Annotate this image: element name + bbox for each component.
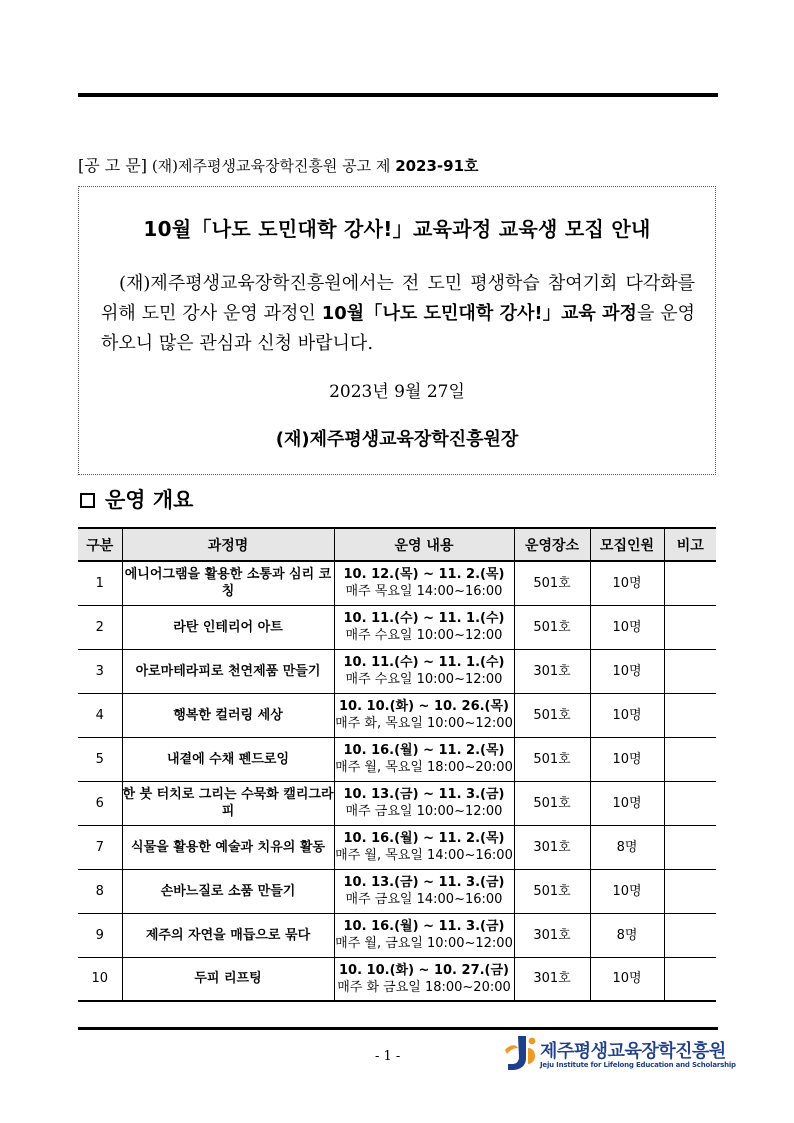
row-schedule [334,737,514,781]
course-name-text: 아로마테라피로 천연제품 만들기 [135,663,321,679]
room-text: 301호 [533,839,571,855]
capacity-text: 10명 [612,575,642,591]
row-schedule [334,913,514,957]
table-row [78,561,716,605]
header-course: 과정명 [122,528,334,561]
schedule-dates: 10. 13.(금) ~ 11. 3.(금) [343,787,505,802]
schedule-dates: 10. 10.(화) ~ 10. 27.(금) [339,962,509,978]
row-room [514,737,590,781]
section-heading-text: 운영 개요 [105,488,194,512]
row-capacity [590,605,664,649]
capacity-text: 10명 [612,883,642,899]
schedule-time: 매주 화, 목요일 10:00~12:00 [335,716,513,731]
row-room [514,825,590,869]
row-schedule [334,781,514,825]
row-no [78,913,122,957]
room-text: 501호 [533,883,571,899]
course-name-text: 라탄 인테리어 아트 [173,619,283,635]
row-no-text: 3 [95,663,104,679]
room-text: 501호 [533,795,571,811]
course-name-text: 에니어그램을 활용한 소통과 심리 코칭 [124,567,332,600]
capacity-text: 8명 [616,927,638,943]
row-no-text: 1 [95,575,104,591]
room-text: 501호 [533,575,571,591]
capacity-text: 10명 [612,971,642,987]
row-no-text: 2 [95,619,104,635]
row-capacity [590,693,664,737]
room-text: 501호 [533,619,571,635]
section-heading [80,484,193,514]
schedule-dates: 10. 11.(수) ~ 11. 1.(수) [343,611,505,626]
schedule-time: 매주 금요일 10:00~12:00 [345,804,503,819]
notice-org: (재)제주평생교육장학진흥원 공고 제 [151,157,391,175]
row-no-text: 10 [91,971,109,987]
row-room [514,913,590,957]
row-room [514,781,590,825]
table-row [78,605,716,649]
table-row [78,825,716,869]
row-room [514,561,590,605]
row-note [664,913,716,957]
row-capacity [590,649,664,693]
row-course-name [122,781,334,825]
capacity-text: 10명 [612,795,642,811]
row-course-name [122,693,334,737]
row-no [78,869,122,913]
table-row [78,957,716,1001]
schedule-time: 매주 수요일 10:00~12:00 [345,672,503,687]
row-course-name [122,957,334,1001]
course-name-text: 두피 리프팅 [194,971,262,987]
schedule-time: 매주 금요일 14:00~16:00 [345,892,503,907]
course-name-text: 제주의 자연을 매듭으로 묶다 [145,927,311,943]
schedule-time: 매주 화 금요일 18:00~20:00 [337,979,511,995]
notice-label: [공 고 문] [78,156,148,175]
header-no: 구분 [78,528,122,561]
row-no [78,605,122,649]
row-no [78,737,122,781]
notice-line [78,153,479,176]
row-no [78,693,122,737]
table-row [78,649,716,693]
row-schedule [334,561,514,605]
row-schedule [334,605,514,649]
row-capacity [590,913,664,957]
table-row [78,737,716,781]
course-name-text: 행복한 컬러링 세상 [173,707,283,723]
row-no [78,781,122,825]
row-no-text: 7 [95,839,104,855]
row-schedule [334,869,514,913]
schedule-time: 매주 목요일 14:00~16:00 [345,584,503,600]
notice-number: 2023-91호 [395,157,479,175]
row-room [514,605,590,649]
schedule-dates: 10. 11.(수) ~ 11. 1.(수) [343,655,505,670]
row-room [514,693,590,737]
row-schedule [334,649,514,693]
room-text: 301호 [533,927,571,943]
row-no-text: 6 [95,795,104,811]
row-note [664,561,716,605]
row-course-name [122,825,334,869]
row-no-text: 4 [95,707,104,723]
schedule-dates: 10. 16.(월) ~ 11. 3.(금) [343,919,505,934]
room-text: 301호 [533,663,571,679]
schedule-dates: 10. 16.(월) ~ 11. 2.(목) [343,743,505,758]
row-capacity [590,957,664,1001]
row-course-name [122,561,334,605]
header-schedule: 운영 내용 [334,528,514,561]
announcement-box [78,186,716,475]
row-note [664,693,716,737]
row-note [664,649,716,693]
capacity-text: 10명 [612,751,642,767]
row-course-name [122,649,334,693]
row-schedule [334,825,514,869]
room-text: 501호 [533,751,571,767]
table-row [78,693,716,737]
row-capacity [590,561,664,605]
course-name-text: 내곁에 수채 펜드로잉 [166,751,290,767]
bottom-rule [78,1027,718,1030]
row-course-name [122,605,334,649]
page-number: - 1 - [375,1049,401,1064]
schedule-dates: 10. 13.(금) ~ 11. 3.(금) [343,875,505,890]
top-rule [78,93,718,97]
row-course-name [122,869,334,913]
body-text-2: 을 운영하오니 많은 관심과 신청 바랍니다. [101,303,695,354]
body-bold-course: 10월「나도 도민대학 강사!」교육 과정 [321,303,637,324]
schedule-time: 매주 월, 목요일 14:00~16:00 [335,848,513,863]
row-note [664,781,716,825]
table-header-row [78,528,716,561]
row-schedule [334,957,514,1001]
row-course-name [122,737,334,781]
table-row [78,913,716,957]
schedule-dates: 10. 16.(월) ~ 11. 2.(목) [343,831,505,846]
row-note [664,737,716,781]
row-no [78,825,122,869]
row-no-text: 8 [95,883,104,899]
row-room [514,649,590,693]
table-row [78,869,716,913]
announcement-body [101,269,695,359]
room-text: 501호 [533,707,571,723]
row-no [78,649,122,693]
row-note [664,957,716,1001]
row-course-name [122,913,334,957]
schedule-time: 매주 월, 목요일 18:00~20:00 [335,760,513,775]
room-text: 301호 [533,971,571,987]
row-room [514,869,590,913]
header-room: 운영장소 [514,528,590,561]
course-name-text: 한 붓 터치로 그리는 수묵화 캘리그라피 [122,787,334,819]
logo-mark-icon [502,1032,536,1072]
header-capacity: 모집인원 [590,528,664,561]
row-note [664,825,716,869]
square-bullet-icon [80,493,95,508]
row-capacity [590,781,664,825]
row-no-text: 9 [95,927,104,943]
row-no [78,957,122,1001]
capacity-text: 10명 [612,663,642,679]
capacity-text: 10명 [612,707,642,723]
row-no-text: 5 [95,751,104,767]
row-capacity [590,825,664,869]
row-note [664,605,716,649]
table-body [78,561,716,1001]
schedule-time: 매주 수요일 10:00~12:00 [345,628,503,643]
capacity-text: 8명 [616,839,638,855]
body-text-1: (재)제주평생교육장학진흥원에서는 전 도민 평생학습 참여기회 다각화를 위해 도민 강사 운영 과정인 [101,273,695,324]
course-name-text: 손바느질로 소품 만들기 [160,883,296,899]
logo-name: 제주평생교육장학진흥원 [540,1041,726,1062]
table-row [78,781,716,825]
row-note [664,869,716,913]
row-capacity [590,737,664,781]
row-no [78,561,122,605]
capacity-text: 10명 [612,619,642,635]
header-note: 비고 [664,528,716,561]
program-table [78,527,716,1002]
row-room [514,957,590,1001]
institute-logo [502,1032,736,1076]
row-capacity [590,869,664,913]
schedule-dates: 10. 12.(목) ~ 11. 2.(목) [343,567,505,583]
announcement-title: 10월「나도 도민대학 강사!」교육과정 교육생 모집 안내 [143,217,651,241]
schedule-time: 매주 월, 금요일 10:00~12:00 [335,936,513,951]
schedule-dates: 10. 10.(화) ~ 10. 26.(목) [339,699,509,714]
announcement-date: 2023년 9월 27일 [329,382,465,402]
logo-subtitle: Jeju Institute for Lifelong Education and Scholarship [540,1061,736,1069]
announcement-issuer: (재)제주평생교육장학진흥원장 [275,429,519,450]
course-name-text: 식물을 활용한 예술과 치유의 활동 [131,839,325,855]
row-schedule [334,693,514,737]
